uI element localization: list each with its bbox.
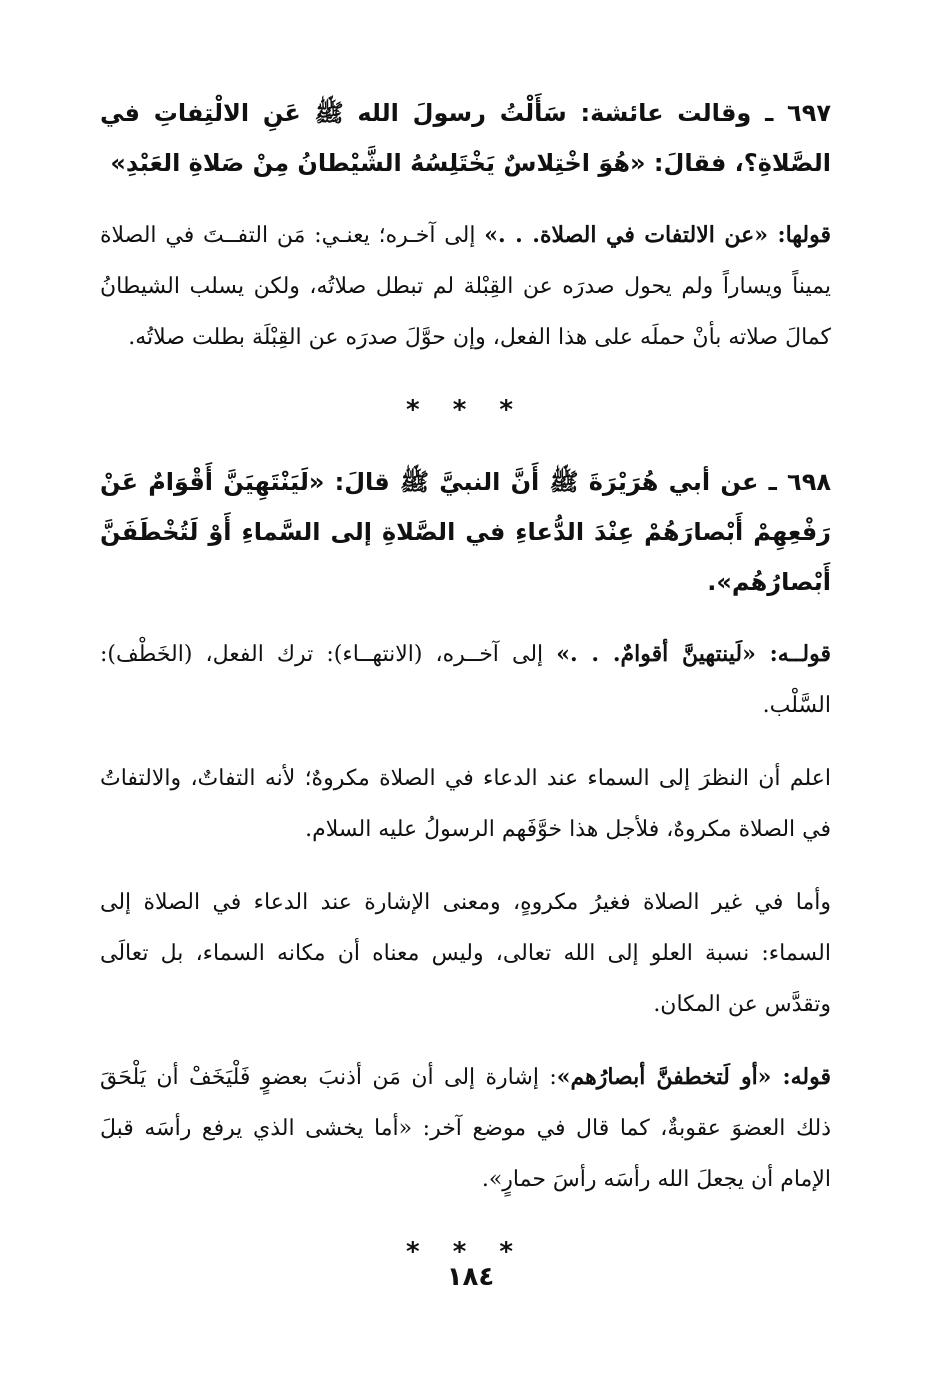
commentary-697	[100, 210, 831, 363]
commentary-lead: قولــه: «لَينتهينَّ أقوامٌ. . .»	[556, 641, 831, 667]
spacer	[100, 731, 831, 753]
page-number: ١٨٤	[446, 1262, 495, 1292]
commentary-body: إلى آخــره، (الانتهــاء): ترك الفعل، (الخَطْف): السَّلْب.	[100, 642, 831, 718]
spacer	[100, 1205, 831, 1231]
paragraph-looking-up: اعلم أن النظرَ إلى السماء عند الدعاء في الصلاة مكروهٌ؛ لأنه التفاتٌ، والالتفاتُ في الصلاة مكروهٌ، فلأجل هذا خوَّفَهم الرسولُ عليه السلام.	[100, 766, 831, 842]
commentary-lead: قوله: «أو لَتخطفنَّ أبصارُهم»	[556, 1064, 831, 1090]
commentary-body: إلى آخـره؛ يعنـي: مَن التفــتَ في الصلاة يميناً ويساراً ولم يحول صدرَه عن القِبْلة لم تبطل صلاتُه، ولكن يسلب الشيطانُ كمالَ صلاته بأنْ حملَه على هذا الفعل، وإن حوَّلَ صدرَه عن القِبْلَة بطلت صلاتُه.	[100, 223, 831, 350]
commentary-blinding	[100, 1052, 831, 1205]
hadith-697: ٦٩٧ ـ وقالت عائشة: سَأَلْتُ رسولَ الله ﷺ عَنِ الالْتِفاتِ في الصَّلاةِ؟، فقالَ: «هُوَ اخْتِلاسٌ يَخْتَلِسُهُ الشَّيْطانُ مِنْ صَلاةِ العَبْدِ»	[100, 99, 831, 177]
spacer	[100, 431, 831, 457]
spacer	[100, 363, 831, 389]
section-separator: * * *	[406, 1237, 525, 1267]
commentary-lead: قولها: «عن الالتفات في الصلاة. . .»	[484, 222, 831, 248]
hadith-698: ٦٩٨ ـ عن أبي هُرَيْرَةَ ﷺ أَنَّ النبيَّ ﷺ قالَ: «لَيَنْتَهِيَنَّ أَقْوَامٌ عَنْ رَفْعِهِمْ أَبْصارَهُمْ عِنْدَ الدُّعاءِ في الصَّلاةِ إلى السَّماءِ أَوْ لَتُخْطَفَنَّ أَبْصارُهُم».	[100, 468, 831, 596]
spacer	[100, 607, 831, 629]
page-content	[100, 88, 831, 1273]
section-separator: * * *	[406, 395, 525, 425]
paragraph-outside-prayer: وأما في غير الصلاة فغيرُ مكروهٍ، ومعنى الإشارة عند الدعاء في الصلاة إلى السماء: نسبة العلو إلى الله تعالى، وليس معناه أن مكانه السماء، بل تعالَى وتقدَّس عن المكان.	[100, 890, 831, 1017]
spacer	[100, 188, 831, 210]
spacer	[100, 855, 831, 877]
commentary-698	[100, 629, 831, 731]
spacer	[100, 1030, 831, 1052]
commentary-body: : إشارة إلى أن مَن أذنبَ بعضوٍ فَلْيَخَفْ أن يَلْحَقَ ذلك العضوَ عقوبةٌ، كما قال في موضع آخر: «أما يخشى الذي يرفع رأسَه قبلَ الإمام أن يجعلَ الله رأسَه رأسَ حمارٍ».	[100, 1065, 831, 1192]
